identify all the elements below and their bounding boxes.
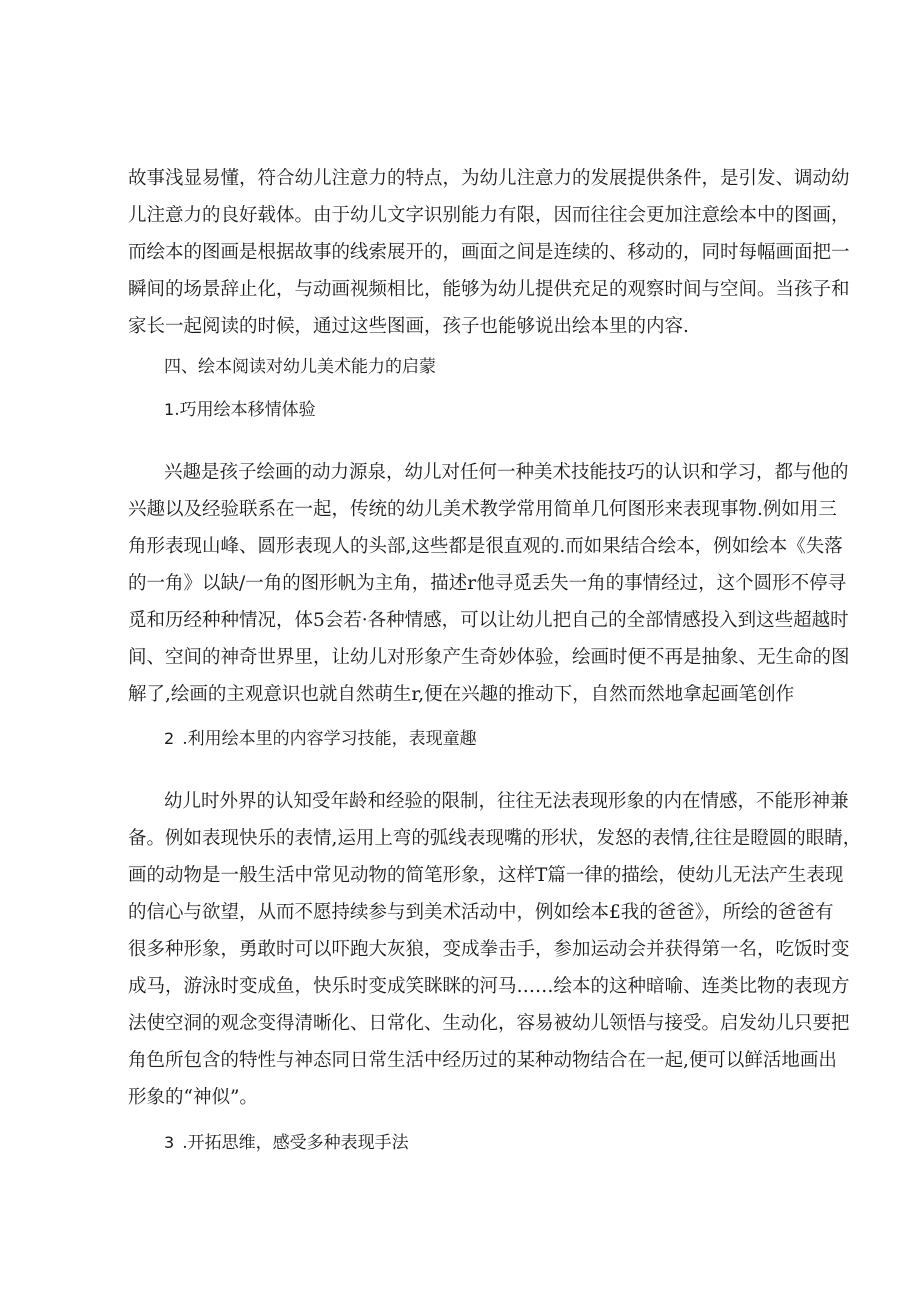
paragraph-3-line-9: 形象的“神似”。 bbox=[128, 1087, 258, 1108]
subheading-1 bbox=[164, 398, 316, 422]
paragraph-2-line-6: 间、空间的神奇世界里，让幼儿对形象产生奇妙体验，绘画时便不再是抽象、无生命的图 bbox=[128, 647, 850, 668]
paragraph-1-line-1: 故事浅显易懂，符合幼儿注意力的特点，为幼儿注意力的发展提供条件，是引发、调动幼 bbox=[128, 168, 850, 189]
paragraph-3-line-4: 的信心与欲望，从而不愿持续参与到美术活动中，例如绘本£我的爸爸》，所绘的爸爸有 bbox=[128, 902, 834, 923]
paragraph-3-line-1: 幼儿时外界的认知受年龄和经验的限制，往往无法表现形象的内在情感，不能形神兼 bbox=[164, 791, 849, 812]
subheading-3-number: 3 bbox=[164, 1133, 175, 1152]
section-heading: 四、绘本阅读对幼儿美术能力的启蒙 bbox=[164, 357, 436, 377]
paragraph-1-line-2: 儿注意力的良好载体。由于幼儿文字识别能力有限，因而往往会更加注意绘本中的图画， bbox=[128, 205, 850, 226]
paragraph-3-line-2: 备。例如表现快乐的表情,运用上弯的弧线表现嘴的形状，发怒的表情,往往是瞪圆的眼睛， bbox=[128, 828, 862, 849]
paragraph-2-line-7: 解了,绘画的主观意识也就自然萌生r,便在兴趣的推动下，自然而然地拿起画笔创作 bbox=[128, 684, 795, 705]
paragraph-2-line-3: 角形表现山峰、圆形表现人的头部,这些都是很直观的.而如果结合绘本，例如绘本《失落 bbox=[128, 536, 843, 557]
paragraph-3-line-3: 画的动物是一般生活中常见动物的简笔形象，这样T篇一律的描绘，使幼儿无法产生表现 bbox=[128, 865, 844, 886]
paragraph-2-line-2: 兴趣以及经验联系在一起，传统的幼儿美术教学常用简单几何图形来表现事物.例如用三 bbox=[128, 499, 837, 520]
paragraph-3-line-5: 很多种形象，勇敢时可以吓跑大灰狼，变成拳击手，参加运动会并获得第一名，吃饭时变 bbox=[128, 939, 850, 960]
paragraph-3-line-7: 法使空洞的观念变得清晰化、日常化、生动化，容易被幼儿领悟与接受。启发幼儿只要把 bbox=[128, 1013, 850, 1034]
paragraph-1-line-4: 瞬间的场景辞止化，与动画视频相比，能够为幼儿提供充足的观察时间与空间。当孩子和 bbox=[128, 279, 850, 300]
subheading-1-number: 1 bbox=[164, 400, 175, 419]
subheading-2-number: 2 bbox=[164, 729, 175, 748]
paragraph-2-line-4: 的一角》以缺/一角的图形帆为主角，描述r他寻觅丢失一角的事情经过，这个圆形不停寻 bbox=[128, 573, 847, 594]
paragraph-1-line-5: 家长一起阅读的时候，通过这些图画，孩子也能够说出绘本里的内容. bbox=[128, 316, 689, 337]
paragraph-3-line-8: 角色所包含的特性与神态同日常生活中经历过的某种动物结合在一起,便可以鲜活地画出 bbox=[128, 1050, 837, 1071]
paragraph-3-line-6: 成马，游泳时变成鱼，快乐时变成笑眯眯的河马……绘本的这种暗喻、连类比物的表现方 bbox=[128, 976, 850, 997]
paragraph-1-line-3: 而绘本的图画是根据故事的线索展开的，画面之间是连续的、移动的，同时每幅画面把一 bbox=[128, 242, 850, 263]
subheading-3-text: .开拓思维，感受多种表现手法 bbox=[182, 1133, 409, 1153]
paragraph-2-line-5: 觅和历经种种情况，体5会若·各种情感，可以让幼儿把自己的全部情感投入到这些超越时 bbox=[128, 610, 849, 631]
paragraph-2-line-1: 兴趣是孩子绘画的动力源泉，幼儿对任何一种美术技能技巧的认识和学习，都与他的 bbox=[164, 462, 849, 483]
subheading-3 bbox=[164, 1131, 409, 1155]
subheading-2 bbox=[164, 727, 477, 751]
subheading-2-text: .利用绘本里的内容学习技能，表现童趣 bbox=[182, 729, 477, 749]
subheading-1-text: .巧用绘本移情体验 bbox=[174, 400, 316, 420]
